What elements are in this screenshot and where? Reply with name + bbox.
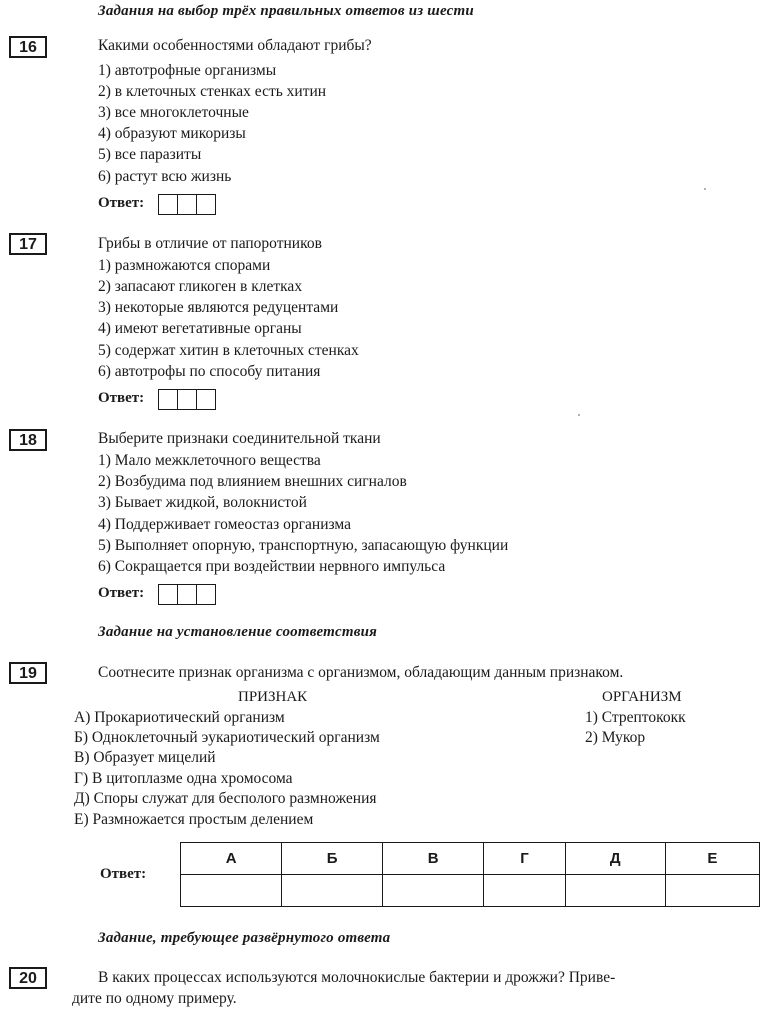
answer-cell-d[interactable] [565, 875, 665, 907]
question-number-19: 19 [9, 662, 47, 684]
answer-cell-v[interactable] [383, 875, 484, 907]
q18-answer-box-2[interactable] [177, 584, 197, 605]
section-title-extended: Задание, требующее развёрнутого ответа [98, 930, 391, 946]
question-20-text-line1: В каких процессах используются молочнокислые бактерии и дрожжи? Приве- [98, 969, 616, 986]
q17-option-1: 1) размножаются спорами [98, 257, 271, 274]
q18-answer-box-1[interactable] [158, 584, 178, 605]
q16-option-2: 2) в клеточных стенках есть хитин [98, 83, 327, 100]
q16-option-1: 1) автотрофные организмы [98, 62, 277, 79]
q18-option-4: 4) Поддерживает гомеостаз организма [98, 516, 351, 533]
q17-option-5: 5) содержат хитин в клеточных стенках [98, 342, 359, 359]
organism-1: 1) Стрептококк [585, 709, 686, 726]
question-17-text: Грибы в отличие от папоротников [98, 235, 322, 252]
answer-cell-a[interactable] [181, 875, 282, 907]
feature-b: Б) Одноклеточный эукариотический организм [74, 729, 380, 746]
q17-option-3: 3) некоторые являются редуцентами [98, 299, 339, 316]
q16-answer-label: Ответ: [98, 195, 145, 211]
q17-answer-box-3[interactable] [196, 389, 216, 410]
q18-option-3: 3) Бывает жидкой, волокнистой [98, 494, 307, 511]
feature-a: А) Прокариотический организм [74, 709, 285, 726]
q16-answer-box-3[interactable] [196, 194, 216, 215]
answer-table-header-b: Б [282, 843, 383, 875]
question-20-text-line2: дите по одному примеру. [72, 990, 237, 1007]
q18-option-5: 5) Выполняет опорную, транспортную, запасающую функции [98, 537, 509, 554]
q17-option-6: 6) автотрофы по способу питания [98, 363, 321, 380]
scan-speck [578, 414, 580, 416]
feature-v: В) Образует мицелий [74, 749, 216, 766]
answer-cell-g[interactable] [484, 875, 565, 907]
q17-option-4: 4) имеют вегетативные органы [98, 320, 302, 337]
organism-2: 2) Мукор [585, 729, 646, 746]
organism-column-header: ОРГАНИЗМ [602, 689, 682, 705]
q18-answer-label: Ответ: [98, 585, 145, 601]
feature-column-header: ПРИЗНАК [238, 689, 308, 705]
question-19-text: Соотнесите признак организма с организмом, обладающим данным признаком. [98, 664, 624, 681]
section-title-matching: Задание на установление соответствия [98, 624, 378, 640]
scan-speck [704, 188, 706, 190]
q19-answer-table [180, 842, 760, 907]
q18-option-6: 6) Сокращается при воздействии нервного импульса [98, 558, 446, 575]
answer-cell-b[interactable] [282, 875, 383, 907]
q19-answer-label: Ответ: [100, 866, 147, 882]
feature-d: Д) Споры служат для бесполого размножения [74, 790, 377, 807]
question-number-18: 18 [9, 429, 47, 451]
q17-answer-box-1[interactable] [158, 389, 178, 410]
q18-option-2: 2) Возбудима под влиянием внешних сигналов [98, 473, 407, 490]
q17-answer-label: Ответ: [98, 390, 145, 406]
q16-option-3: 3) все многоклеточные [98, 104, 249, 121]
q16-option-5: 5) все паразиты [98, 146, 202, 163]
q16-option-6: 6) растут всю жизнь [98, 168, 232, 185]
q17-answer-box-2[interactable] [177, 389, 197, 410]
answer-table-header-e: Е [665, 843, 759, 875]
q17-option-2: 2) запасают гликоген в клетках [98, 278, 303, 295]
question-16-text: Какими особенностями обладают грибы? [98, 37, 372, 54]
q16-option-4: 4) образуют микоризы [98, 125, 246, 142]
q16-answer-box-1[interactable] [158, 194, 178, 215]
feature-g: Г) В цитоплазме одна хромосома [74, 770, 293, 787]
question-18-text: Выберите признаки соединительной ткани [98, 430, 381, 447]
answer-cell-e[interactable] [665, 875, 759, 907]
section-title-three-of-six: Задания на выбор трёх правильных ответов из шести [98, 3, 474, 19]
answer-table-header-v: В [383, 843, 484, 875]
answer-table-header-a: А [181, 843, 282, 875]
question-number-17: 17 [9, 233, 47, 255]
question-number-16: 16 [9, 36, 47, 58]
feature-e: Е) Размножается простым делением [74, 811, 314, 828]
question-number-20: 20 [9, 967, 47, 989]
q18-answer-box-3[interactable] [196, 584, 216, 605]
answer-table-header-g: Г [484, 843, 565, 875]
q16-answer-box-2[interactable] [177, 194, 197, 215]
q18-option-1: 1) Мало межклеточного вещества [98, 452, 321, 469]
answer-table-header-d: Д [565, 843, 665, 875]
